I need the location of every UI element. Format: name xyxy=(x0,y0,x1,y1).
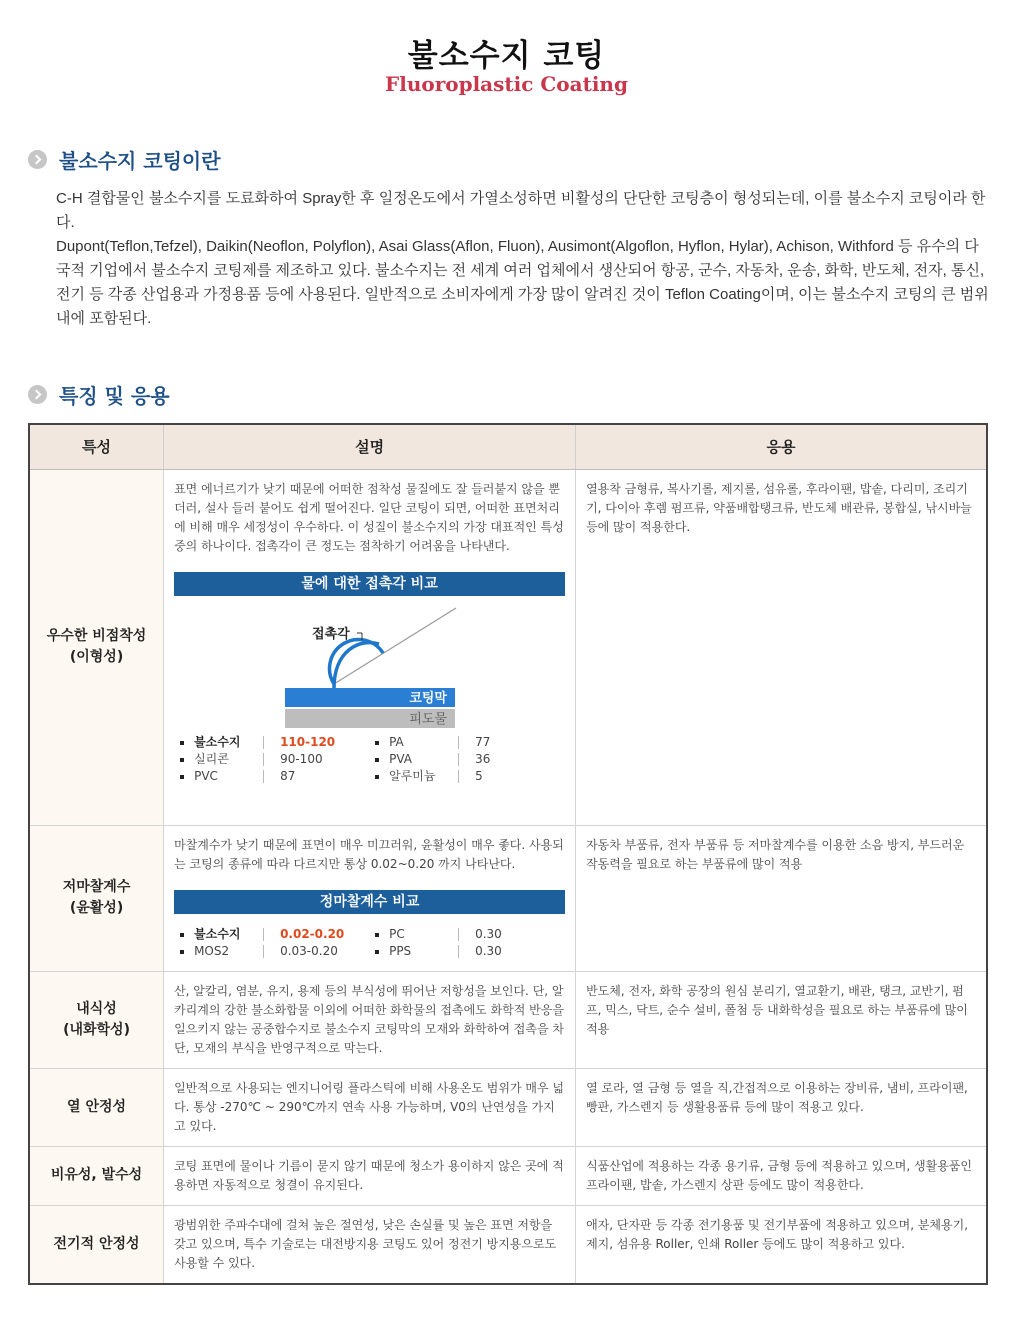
angle-label: 접촉각 xyxy=(312,626,350,642)
intro-paragraph: Dupont(Teflon,Tefzel), Daikin(Neoflon, Polyflon), Asai Glass(Aflon, Fluon), Ausimont(Algoflon, Hyflon, Hylar), Achison, Withford 등 유수의 다국적 기업에서 불소수지 코팅제를 제조하고 있다. 불소수지는 전 세계 여러 업체에서 생산되어 항공, 군수, 자동차, 운송, 화학, 반도체, 전자, 통신, 전기 등 각종 산업용과 가정용품 등에 사용된다. 일반적으로 소비자에게 가장 많이 알려진 것이 Teflon Coating이며, 이는 불소수지 코팅의 큰 범위 내에 포함된다. xyxy=(56,238,989,327)
description-text: 마찰계수가 낮기 때문에 표면이 매우 미끄러워, 윤활성이 매우 좋다. 사용되는 코팅의 종류에 따라 다르지만 통상 0.02~0.20 까지 나타난다. xyxy=(174,837,564,871)
application-cell: 식품산업에 적용하는 각종 용기류, 금형 등에 적용하고 있으며, 생활용품인 프라이팬, 밥솥, 가스렌지 상판 등에도 많이 적용한다. xyxy=(576,1146,987,1205)
description-cell xyxy=(164,469,576,825)
feature-cell: 비유성, 발수성 xyxy=(29,1146,164,1205)
features-table xyxy=(28,423,988,1285)
description-cell: 광범위한 주파수대에 걸쳐 높은 절연성, 낮은 손실률 및 높은 표면 저항을 갖고 있으며, 특수 기술로는 대전방지용 코팅도 있어 정전기 방지용으로도 사용할 수 있다. xyxy=(164,1205,576,1284)
section-heading-features xyxy=(28,380,170,409)
column-header: 특성 xyxy=(29,424,164,469)
chevron-right-icon xyxy=(28,385,47,404)
section-title: 특징 및 응용 xyxy=(59,384,170,408)
feature-cell: 저마찰계수 (윤활성) xyxy=(29,825,164,971)
intro-text xyxy=(56,187,991,331)
list-item: 불소수지 0.02-0.20 PC 0.30 xyxy=(174,926,564,943)
table-row xyxy=(29,1205,987,1284)
description-cell: 코팅 표면에 물이나 기름이 묻지 않기 때문에 청소가 용이하지 않은 곳에 적용하면 자동적으로 청결이 유지된다. xyxy=(164,1146,576,1205)
table-row xyxy=(29,469,987,825)
description-cell xyxy=(164,825,576,971)
contact-angle-diagram xyxy=(174,596,564,736)
contact-angle-illustration xyxy=(174,596,564,736)
contact-angle-bar: 물에 대한 접촉각 비교 xyxy=(174,572,565,596)
section-title: 불소수지 코팅이란 xyxy=(59,149,221,173)
column-header: 설명 xyxy=(164,424,576,469)
table-header-row xyxy=(29,424,987,469)
contact-angle-list xyxy=(174,734,564,785)
feature-cell: 열 안정성 xyxy=(29,1068,164,1146)
application-cell: 반도체, 전자, 화학 공장의 원심 분리기, 열교환기, 배관, 탱크, 교반기, 펌프, 믹스, 닥트, 순수 설비, 폴첨 등 내화학성을 필요로 하는 부품류에 많이 적용 xyxy=(576,971,987,1068)
friction-bar: 정마찰계수 비교 xyxy=(174,890,565,914)
chevron-right-icon xyxy=(28,150,47,169)
application-cell: 애자, 단자판 등 각종 전기용품 및 전기부품에 적용하고 있으며, 분체용기, 제지, 섬유용 Roller, 인쇄 Roller 등에도 많이 적용하고 있다. xyxy=(576,1205,987,1284)
table-row xyxy=(29,1146,987,1205)
page-subtitle: Fluoroplastic Coating xyxy=(385,72,628,96)
column-header: 응용 xyxy=(576,424,987,469)
list-item: 불소수지 110-120 PA 77 xyxy=(174,734,564,751)
table-row xyxy=(29,825,987,971)
table-row xyxy=(29,971,987,1068)
page-title: 불소수지 코팅 xyxy=(407,38,606,74)
list-item: MOS2 0.03-0.20 PPS 0.30 xyxy=(174,943,564,960)
table-row xyxy=(29,1068,987,1146)
description-cell: 산, 알칼리, 염분, 유지, 용제 등의 부식성에 뛰어난 저항성을 보인다. 단, 알카리계의 강한 불소화합물 이외에 어떠한 화학물의 접촉에도 화학적 반응을 일으키지 않는 공중합수지로 불소수지 코팅막의 모재와 화학하여 접촉을 차단, 모재의 부식을 반영구적으로 막는다. xyxy=(164,971,576,1068)
feature-cell: 전기적 안정성 xyxy=(29,1205,164,1284)
friction-list xyxy=(174,926,564,960)
section-heading-definition xyxy=(28,145,221,174)
list-item: PVC 87 알루미늄 5 xyxy=(174,768,564,785)
application-cell: 자동차 부품류, 전자 부품류 등 저마찰계수를 이용한 소음 방지, 부드러운 작동력을 필요로 하는 부품류에 많이 적용 xyxy=(576,825,987,971)
list-item: 실리콘 90-100 PVA 36 xyxy=(174,751,564,768)
application-cell: 열용착 금형류, 복사기롤, 제지롤, 섬유롤, 후라이팬, 밥솥, 다리미, 조리기기, 다이아 후렘 펌프류, 약품배합탱크류, 반도체 배관류, 봉합실, 낚시바늘 등에 많이 적용한다. xyxy=(576,469,987,825)
application-cell: 열 로라, 열 금형 등 열을 직,간접적으로 이용하는 장비류, 냄비, 프라이팬, 빵판, 가스렌지 등 생활용품류 등에 많이 적용고 있다. xyxy=(576,1068,987,1146)
coating-layer-label: 코팅막 xyxy=(409,690,448,706)
description-cell: 일반적으로 사용되는 엔지니어링 플라스틱에 비해 사용온도 범위가 매우 넓다. 통상 -270℃ ~ 290℃까지 연속 사용 가능하며, V0의 난연성을 가지고 있다. xyxy=(164,1068,576,1146)
substrate-layer-label: 피도물 xyxy=(409,711,448,727)
feature-cell: 우수한 비점착성 (이형성) xyxy=(29,469,164,825)
description-text: 표면 에너르기가 낮기 때문에 어떠한 점착성 물질에도 잘 들러붙지 않을 뿐더러, 설사 들러 붙어도 쉽게 떨어진다. 일단 코팅이 되면, 어떠한 표면처리에 비해 매우 세정성이 우수하다. 이 성질이 불소수지의 가장 대표적인 특성 중의 하나이다. 접촉각이 큰 정도는 점착하기 어려움을 나타낸다. xyxy=(174,481,564,553)
feature-cell: 내식성 (내화학성) xyxy=(29,971,164,1068)
intro-paragraph: C-H 결합물인 불소수지를 도료화하여 Spray한 후 일정온도에서 가열소성하면 비활성의 단단한 코팅층이 형성되는데, 이를 불소수지 코팅이라 한다. xyxy=(56,190,986,231)
